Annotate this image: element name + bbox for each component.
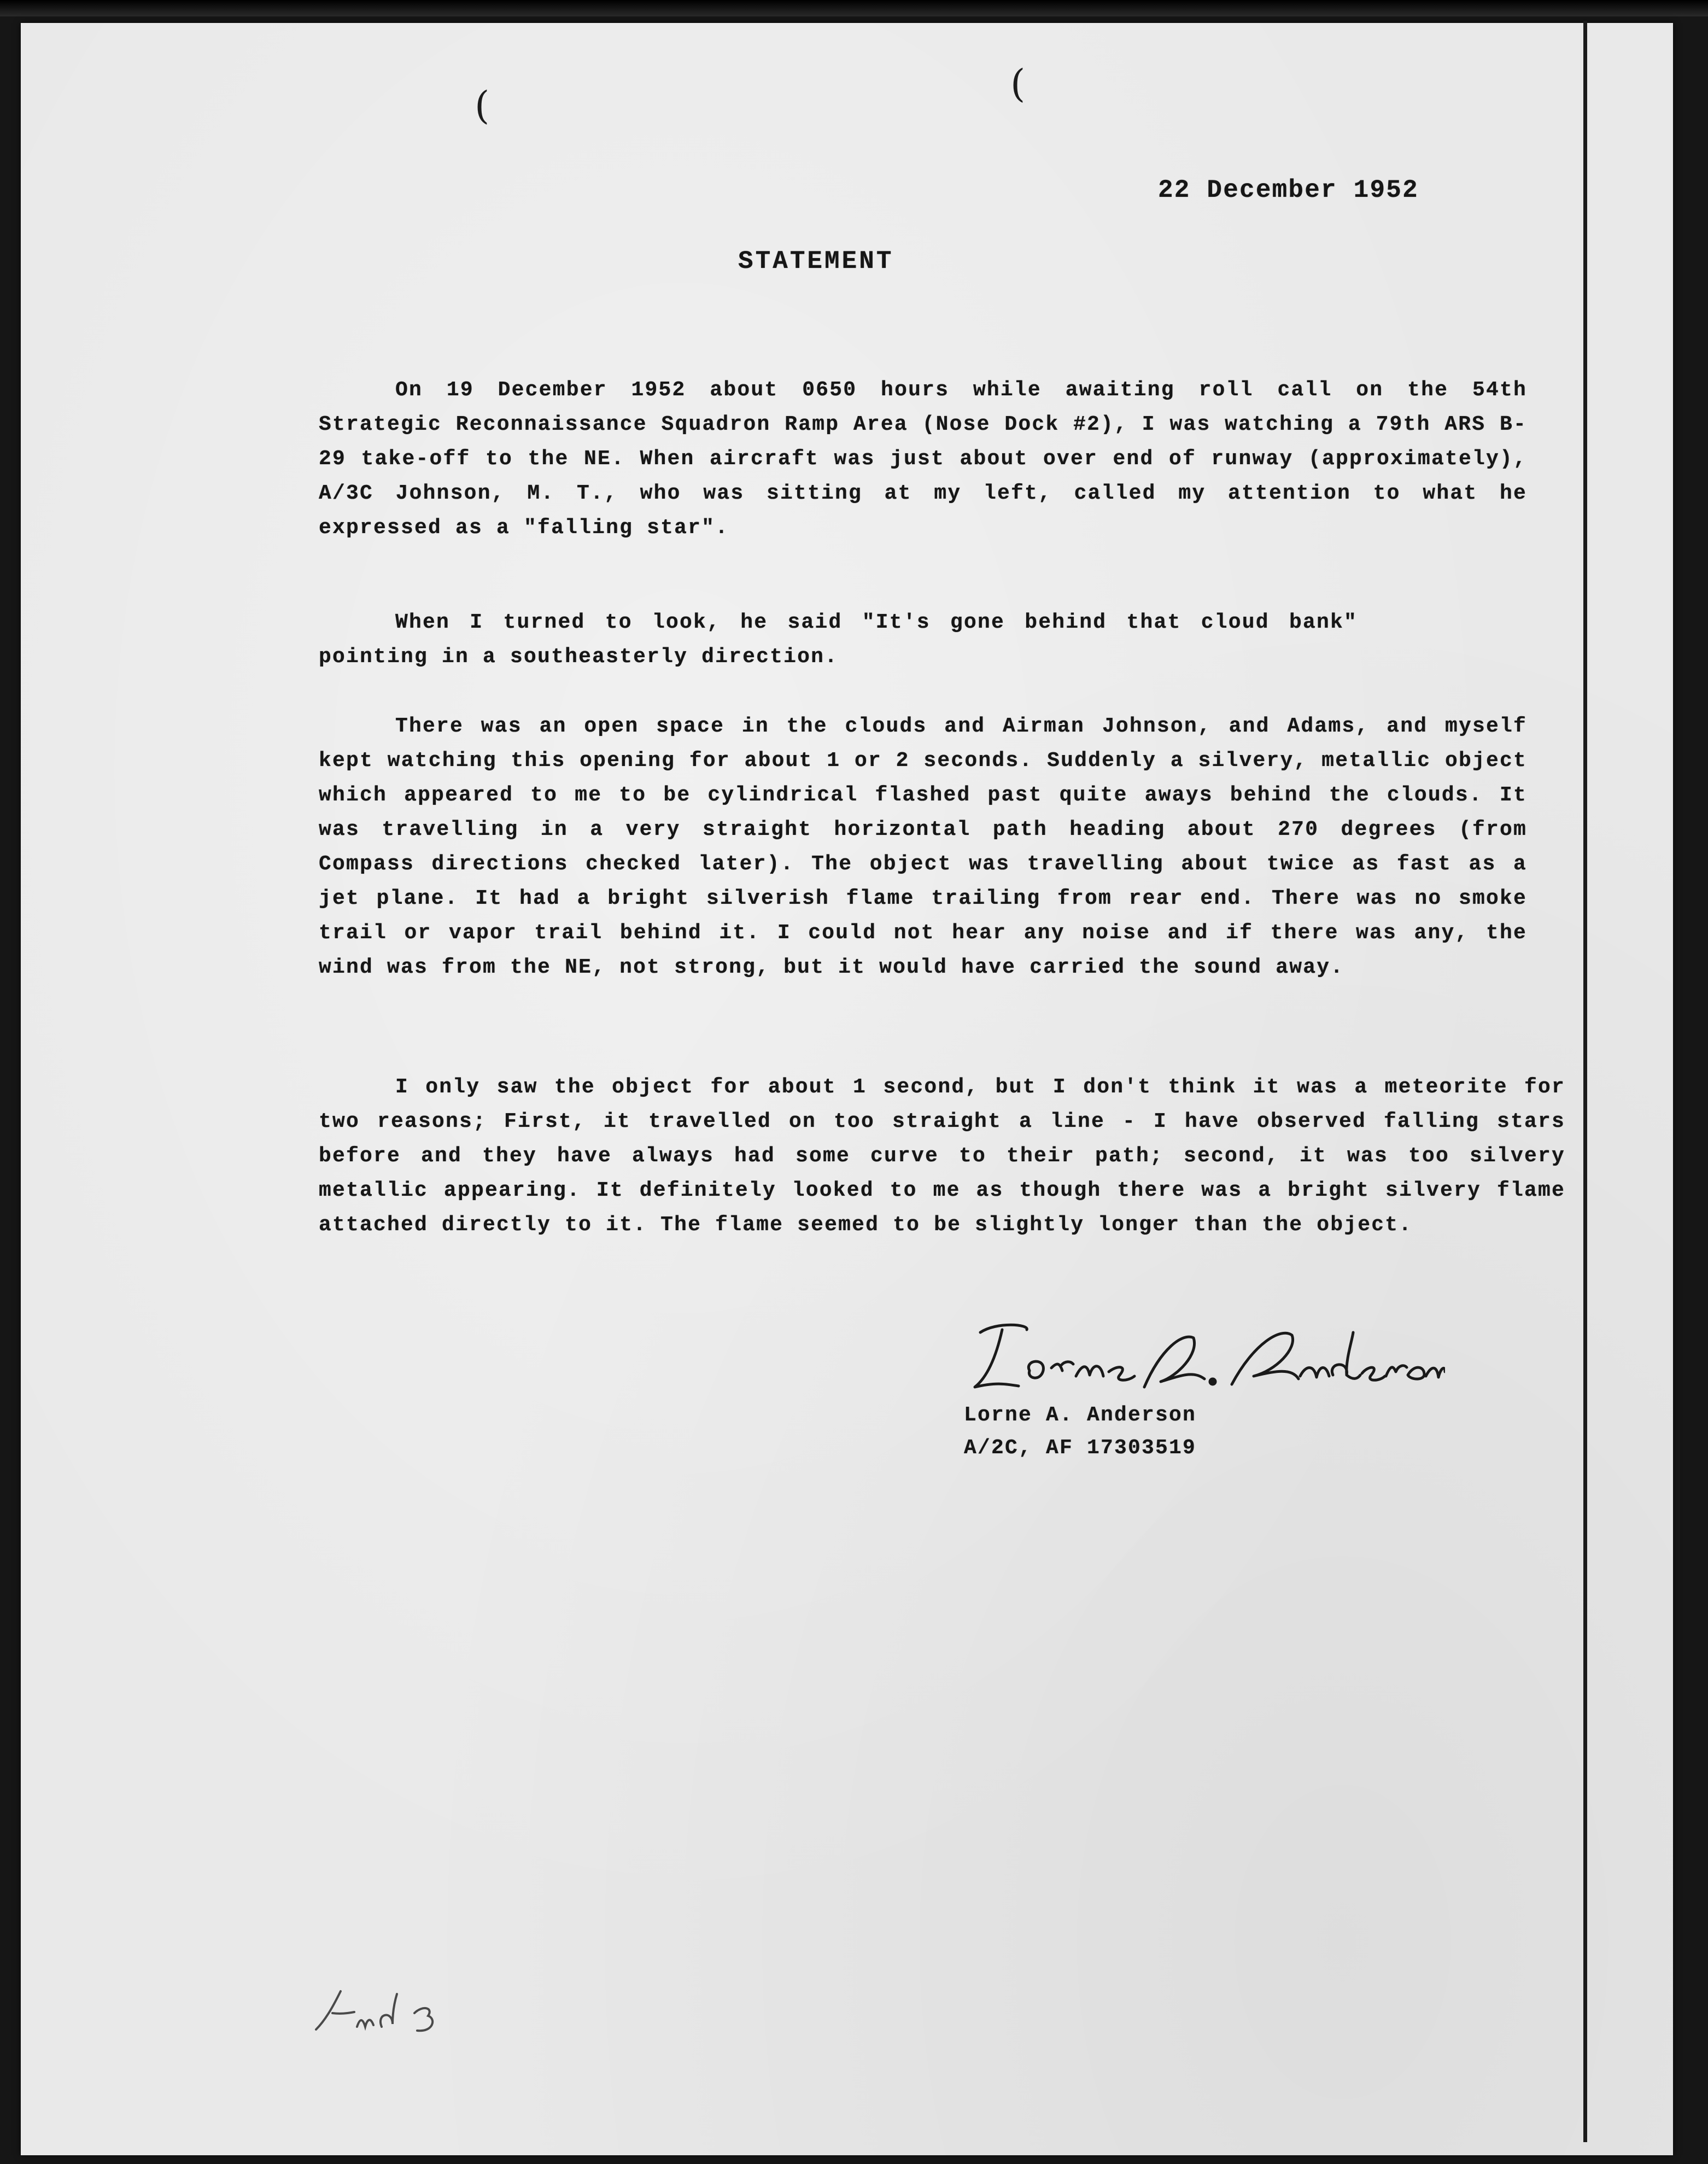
document-title: STATEMENT	[738, 247, 894, 276]
paragraph-1: On 19 December 1952 about 0650 hours while awaiting roll call on the 54th Strategic Reconnaissance Squadron Ramp Area (Nose Dock #2), I was watching a 79th ARS B-29 take-off to the NE. When aircraft was just about over end of runway (approximately), A/3C Johnson, M. T., who was sitting at my left, called my attention to what he expressed as a "falling star".	[319, 378, 1527, 540]
page-edge-line	[1583, 21, 1587, 2142]
document-page	[21, 23, 1673, 2155]
paragraph-4: I only saw the object for about 1 second, but I don't think it was a meteorite for two reasons; First, it travelled on too straight a line - I have observed falling stars before and they have always had some curve to their path; second, it was too silvery metallic appearing. It definitely looked to me as though there was a bright silvery flame attached directly to it. The flame seemed to be slightly longer than the object.	[319, 1075, 1565, 1237]
punch-mark-left: (	[475, 83, 490, 128]
signer-name: Lorne A. Anderson	[964, 1403, 1197, 1427]
handwritten-signature	[964, 1311, 1445, 1403]
scan-top-edge	[0, 0, 1708, 16]
signer-serial: A/2C, AF 17303519	[964, 1436, 1197, 1460]
paragraph-2: When I turned to look, he said "It's gone behind that cloud bank" pointing in a southeasterly direction.	[319, 611, 1358, 669]
handwritten-margin-note	[311, 1980, 453, 2040]
document-date: 22 December 1952	[1158, 176, 1419, 204]
paragraph-3: There was an open space in the clouds and Airman Johnson, and Adams, and myself kept watching this opening for about 1 or 2 seconds. Suddenly a silvery, metallic object which appeared to me to be cylindrical flashed past quite aways behind the clouds. It was travelling in a very straight horizontal path heading about 270 degrees (from Compass directions checked later). The object was travelling about twice as fast as a jet plane. It had a bright silverish flame trailing from rear end. There was no smoke trail or vapor trail behind it. I could not hear any noise and if there was any, the wind was from the NE, not strong, but it would have carried the sound away.	[319, 715, 1527, 979]
punch-mark-right: (	[1010, 61, 1026, 106]
